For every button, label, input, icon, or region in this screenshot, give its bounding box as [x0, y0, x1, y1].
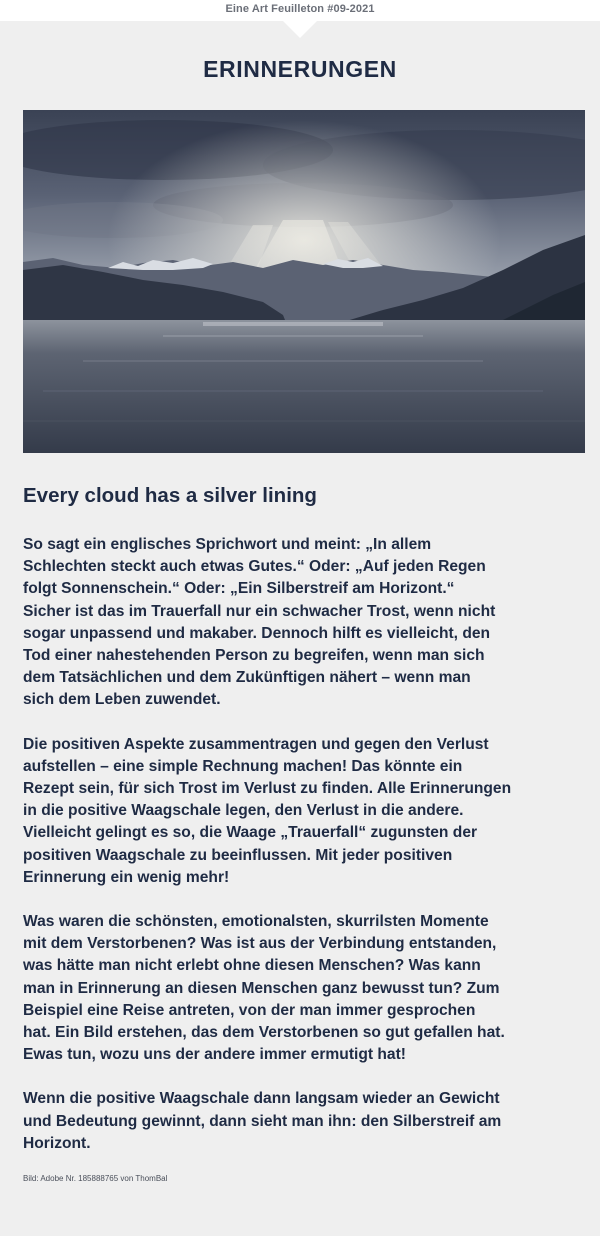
article-paragraph: Wenn die positive Waagschale dann langsam wieder an Gewicht und Bedeutung gewinnt, dann sieht man ihn: den Silberstreif am Horizont.: [23, 1090, 502, 1152]
article-paragraph: Was waren die schönsten, emotionalsten, skurrilsten Momente mit dem Verstorbenen? Was ist aus der Verbindung entstanden, was hätte man nicht erlebt ohne diesen Menschen? Was kann man in Erinnerung an diesen Menschen ganz bewusst tun? Zum Beispiel eine Reise antreten, von der man immer gesprochen hat. Ein Bild erstehen, das dem Verstorbenen so gut gefallen hat. Ewas tun, wozu uns der andere immer ermutigt hat!: [23, 913, 505, 1064]
image-credit: Bild: Adobe Nr. 185888765 von ThomBal: [23, 1174, 168, 1183]
top-bar: [0, 0, 600, 21]
series-label: Eine Art Feuilleton #09-2021: [225, 3, 375, 15]
top-bar-notch: [283, 21, 317, 38]
hero-image: [23, 110, 585, 453]
page-title: ERINNERUNGEN: [203, 56, 397, 82]
article-paragraph: Die positiven Aspekte zusammentragen und gegen den Verlust aufstellen – eine simple Rechnung machen! Das könnte ein Rezept sein, für sich Trost im Verlust zu finden. Alle Erinnerungen in die positive Waagschale legen, den Verlust in die andere. Vielleicht gelingt es so, die Waage „Trauerfall“ zugunsten der positiven Waagschale zu beeinflussen. Mit jeder positiven Erinnerung ein wenig mehr!: [23, 735, 512, 886]
article-heading: Every cloud has a silver lining: [23, 484, 317, 507]
article-body: [23, 534, 583, 1177]
article-paragraph: So sagt ein englisches Sprichwort und meint: „In allem Schlechten steckt auch etwas Gutes.“ Oder: „Auf jeden Regen folgt Sonnenschein.“ Oder: „Ein Silberstreif am Horizont.“ Sicher ist das im Trauerfall nur ein schwacher Trost, wenn nicht sogar unpassend und makaber. Dennoch hilft es vielleicht, den Tod einer nahestehenden Person zu begreifen, wenn man sich dem Tatsächlichen und dem Zukünftigen nähert – wenn man sich dem Leben zuwendet.: [23, 536, 496, 709]
